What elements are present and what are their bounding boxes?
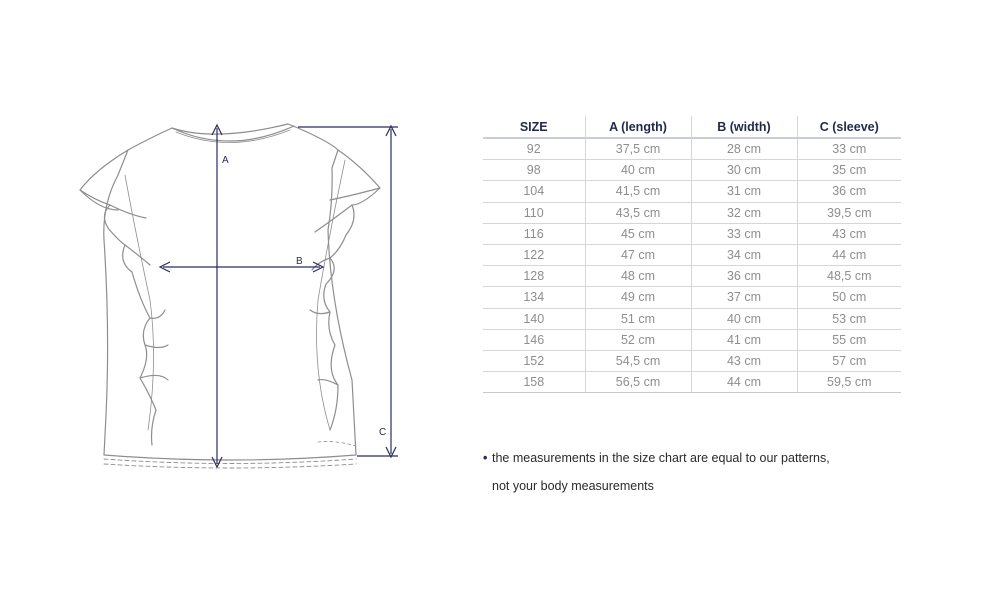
cell-size: 152 [483, 350, 585, 371]
cell-size: 146 [483, 329, 585, 350]
table-row [483, 223, 901, 244]
cell-c-sleeve: 35 cm [797, 160, 901, 181]
cell-a-length: 51 cm [585, 308, 691, 329]
label-a: A [222, 155, 229, 166]
note-text-1: the measurements in the size chart are equal to our patterns, [492, 451, 830, 465]
cell-b-width: 43 cm [691, 350, 797, 371]
cell-size: 110 [483, 202, 585, 223]
label-c: C [379, 427, 387, 438]
cell-size: 158 [483, 372, 585, 393]
header-a-length: A (length) [585, 116, 691, 138]
cell-b-width: 36 cm [691, 266, 797, 287]
cell-c-sleeve: 57 cm [797, 350, 901, 371]
cell-a-length: 37,5 cm [585, 138, 691, 160]
cell-b-width: 32 cm [691, 202, 797, 223]
cell-b-width: 30 cm [691, 160, 797, 181]
table-row [483, 350, 901, 371]
table-row [483, 202, 901, 223]
header-size: SIZE [483, 116, 585, 138]
cell-a-length: 49 cm [585, 287, 691, 308]
cell-b-width: 31 cm [691, 181, 797, 202]
cell-c-sleeve: 39,5 cm [797, 202, 901, 223]
cell-c-sleeve: 36 cm [797, 181, 901, 202]
table-row [483, 160, 901, 181]
cell-size: 92 [483, 138, 585, 160]
cell-a-length: 43,5 cm [585, 202, 691, 223]
table-row [483, 266, 901, 287]
table-body [483, 138, 901, 393]
cell-c-sleeve: 43 cm [797, 223, 901, 244]
header-c-sleeve: C (sleeve) [797, 116, 901, 138]
cell-size: 98 [483, 160, 585, 181]
table-row [483, 287, 901, 308]
cell-c-sleeve: 53 cm [797, 308, 901, 329]
hem [104, 464, 356, 468]
header-b-width: B (width) [691, 116, 797, 138]
cell-b-width: 37 cm [691, 287, 797, 308]
table-row [483, 308, 901, 329]
bullet-icon: • [483, 451, 488, 465]
cell-size: 128 [483, 266, 585, 287]
cell-b-width: 41 cm [691, 329, 797, 350]
note-line-2 [483, 476, 903, 504]
cell-c-sleeve: 33 cm [797, 138, 901, 160]
table-row [483, 138, 901, 160]
garment-diagram [60, 100, 440, 490]
left-ruffle [80, 150, 156, 445]
size-table [483, 116, 901, 393]
notes [483, 448, 903, 504]
table-row [483, 244, 901, 265]
cell-c-sleeve: 44 cm [797, 244, 901, 265]
cell-a-length: 41,5 cm [585, 181, 691, 202]
table-row [483, 181, 901, 202]
note-line-1 [483, 448, 903, 476]
cell-b-width: 34 cm [691, 244, 797, 265]
cell-b-width: 33 cm [691, 223, 797, 244]
cell-c-sleeve: 48,5 cm [797, 266, 901, 287]
cell-size: 140 [483, 308, 585, 329]
note-text-2: not your body measurements [492, 479, 654, 493]
cell-c-sleeve: 55 cm [797, 329, 901, 350]
cell-size: 116 [483, 223, 585, 244]
cell-a-length: 52 cm [585, 329, 691, 350]
cell-a-length: 45 cm [585, 223, 691, 244]
label-b: B [296, 256, 303, 267]
cell-a-length: 54,5 cm [585, 350, 691, 371]
cell-size: 104 [483, 181, 585, 202]
cell-size: 134 [483, 287, 585, 308]
cell-a-length: 47 cm [585, 244, 691, 265]
cell-b-width: 28 cm [691, 138, 797, 160]
shirt-outline [104, 124, 356, 460]
cell-a-length: 48 cm [585, 266, 691, 287]
table-row [483, 372, 901, 393]
table-header-row [483, 116, 901, 138]
cell-size: 122 [483, 244, 585, 265]
cell-a-length: 56,5 cm [585, 372, 691, 393]
cell-a-length: 40 cm [585, 160, 691, 181]
cell-c-sleeve: 50 cm [797, 287, 901, 308]
cell-c-sleeve: 59,5 cm [797, 372, 901, 393]
table-row [483, 329, 901, 350]
cell-b-width: 44 cm [691, 372, 797, 393]
cell-b-width: 40 cm [691, 308, 797, 329]
